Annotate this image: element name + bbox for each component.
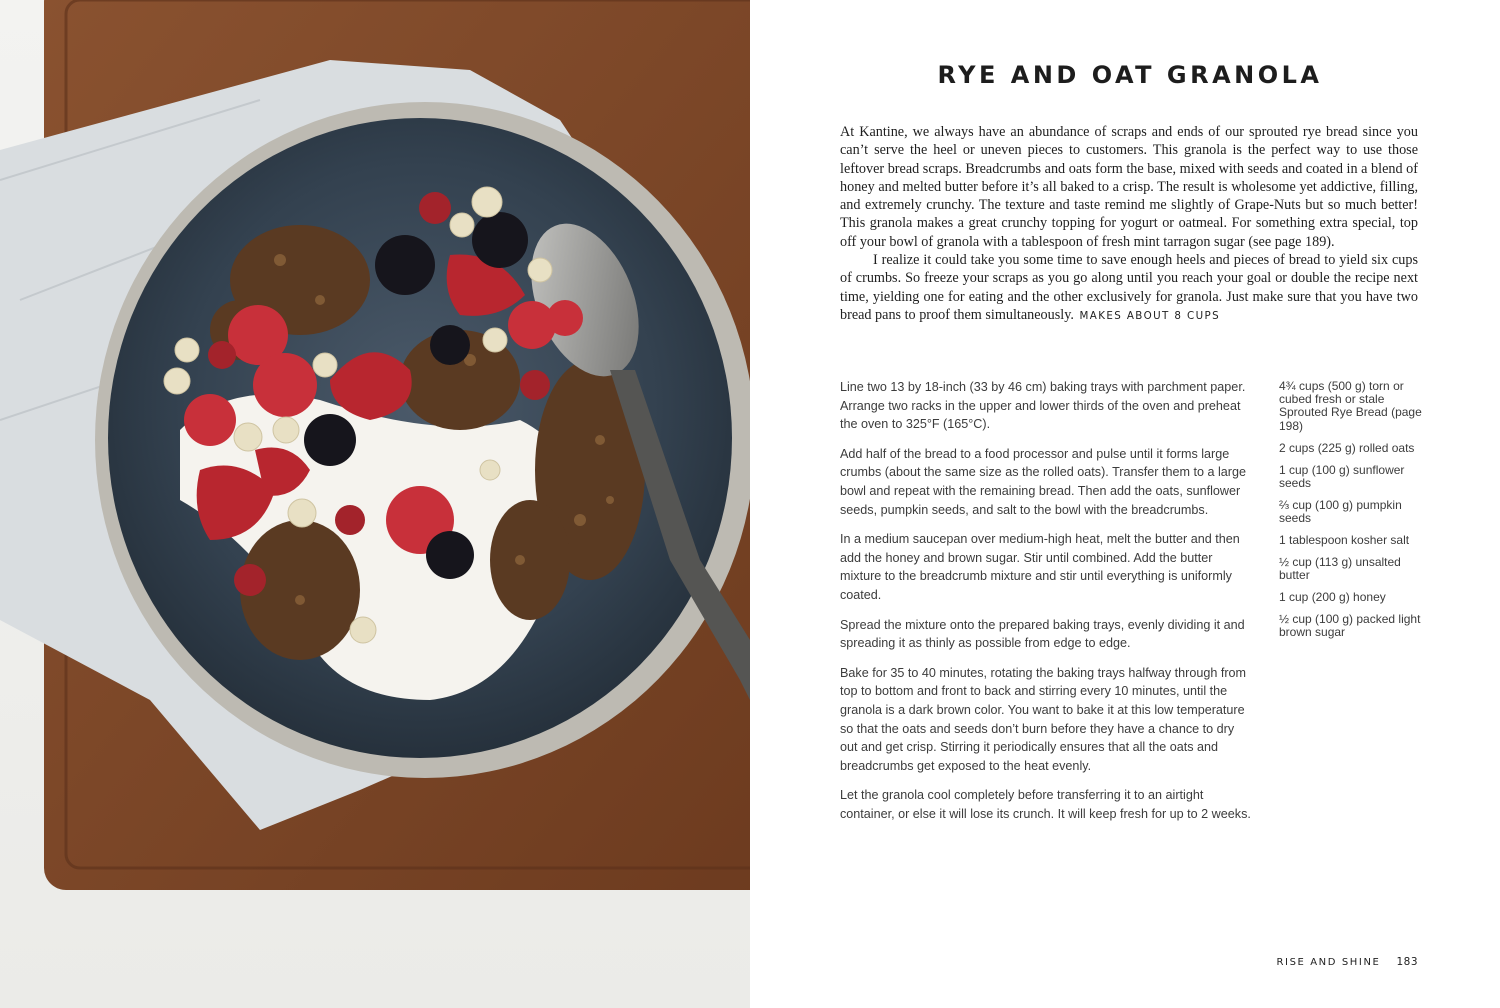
page-footer <box>1276 956 1418 968</box>
intro-paragraph: At Kantine, we always have an abundance of scraps and ends of our sprouted rye bread since you can’t serve the heel or uneven pieces to customers. This granola is the perfect way to use those leftover bread scraps. Breadcrumbs and oats form the base, mixed with seeds and coated in a blend of honey and melted butter before it’s all baked to a crisp. The result is wholesome yet addictive, filling, and extremely crunchy. The texture and taste remind me slightly of Grape-Nuts but so much better! This granola makes a great crunchy topping for yogurt or oatmeal. For something extra special, top off your bowl of granola with a tablespoon of fresh mint tarragon sugar (see page 189). <box>840 124 1418 250</box>
ingredient-list <box>1279 380 1427 648</box>
section-name: RISE AND SHINE <box>1276 957 1381 968</box>
intro-paragraph <box>840 251 1418 325</box>
method-step: In a medium saucepan over medium-high heat, melt the butter and then add the honey and brown sugar. Stir until combined. Add the butter mixture to the breadcrumb mixture and stir until everything is uniformly coated. <box>840 532 1240 602</box>
method-steps <box>840 378 1252 834</box>
recipe-intro <box>840 123 1418 325</box>
method-step: Add half of the bread to a food processor and pulse until it forms large crumbs (about the same size as the rolled oats). Transfer them to a large bowl and repeat with the remaining bread. Then add the oats, sunflower seeds, pumpkin seeds, and salt to the bowl with the breadcrumbs. <box>840 446 1246 517</box>
recipe-title: RYE AND OAT GRANOLA <box>937 61 1323 89</box>
method-step: Let the granola cool completely before transferring it to an airtight container, or else it will lose its crunch. It will keep fresh for up to 2 weeks. <box>840 788 1251 821</box>
ingredient-item: ½ cup (113 g) unsalted butter <box>1279 555 1401 583</box>
ingredient-item: 1 cup (200 g) honey <box>1279 590 1386 605</box>
method-step: Spread the mixture onto the prepared baking trays, evenly dividing it and spreading it as thinly as possible from edge to edge. <box>840 617 1245 651</box>
recipe-page <box>750 0 1500 1008</box>
page-number: 183 <box>1396 956 1418 968</box>
ingredient-item: ⅔ cup (100 g) pumpkin seeds <box>1279 497 1402 526</box>
ingredient-item: 2 cups (225 g) rolled oats <box>1279 440 1415 455</box>
ingredient-item: ½ cup (100 g) packed light brown sugar <box>1279 612 1421 640</box>
method-step: Bake for 35 to 40 minutes, rotating the baking trays halfway through from top to bottom and front to back and stirring every 10 minutes, until the granola is a dark brown color. You want to bake it at this low temperature so that the oats and seeds don’t burn before they have a chance to dry out and get crisp. Stirring it periodically ensures that all the oats and breadcrumbs get exposed to the heat evenly. <box>840 665 1247 773</box>
ingredient-item: 1 tablespoon kosher salt <box>1279 533 1410 548</box>
method-step: Line two 13 by 18-inch (33 by 46 cm) baking trays with parchment paper. Arrange two racks in the upper and lower thirds of the oven and preheat the oven to 325°F (165°C). <box>840 380 1246 432</box>
ingredient-item: 1 cup (100 g) sunflower seeds <box>1279 462 1405 490</box>
ingredient-item: 4¾ cups (500 g) torn or cubed fresh or stale Sprouted Rye Bread (page 198) <box>1279 379 1422 433</box>
intro-paragraph-text: I realize it could take you some time to save enough heels and pieces of bread to yield six cups of crumbs. So freeze your scraps as you go along until you reach your goal or double the recipe next time, yielding one for eating and the other exclusively for granola. Just make sure that you have two bread pans to proof them simultaneously. <box>840 252 1418 323</box>
recipe-yield: MAKES ABOUT 8 CUPS <box>1079 309 1221 322</box>
